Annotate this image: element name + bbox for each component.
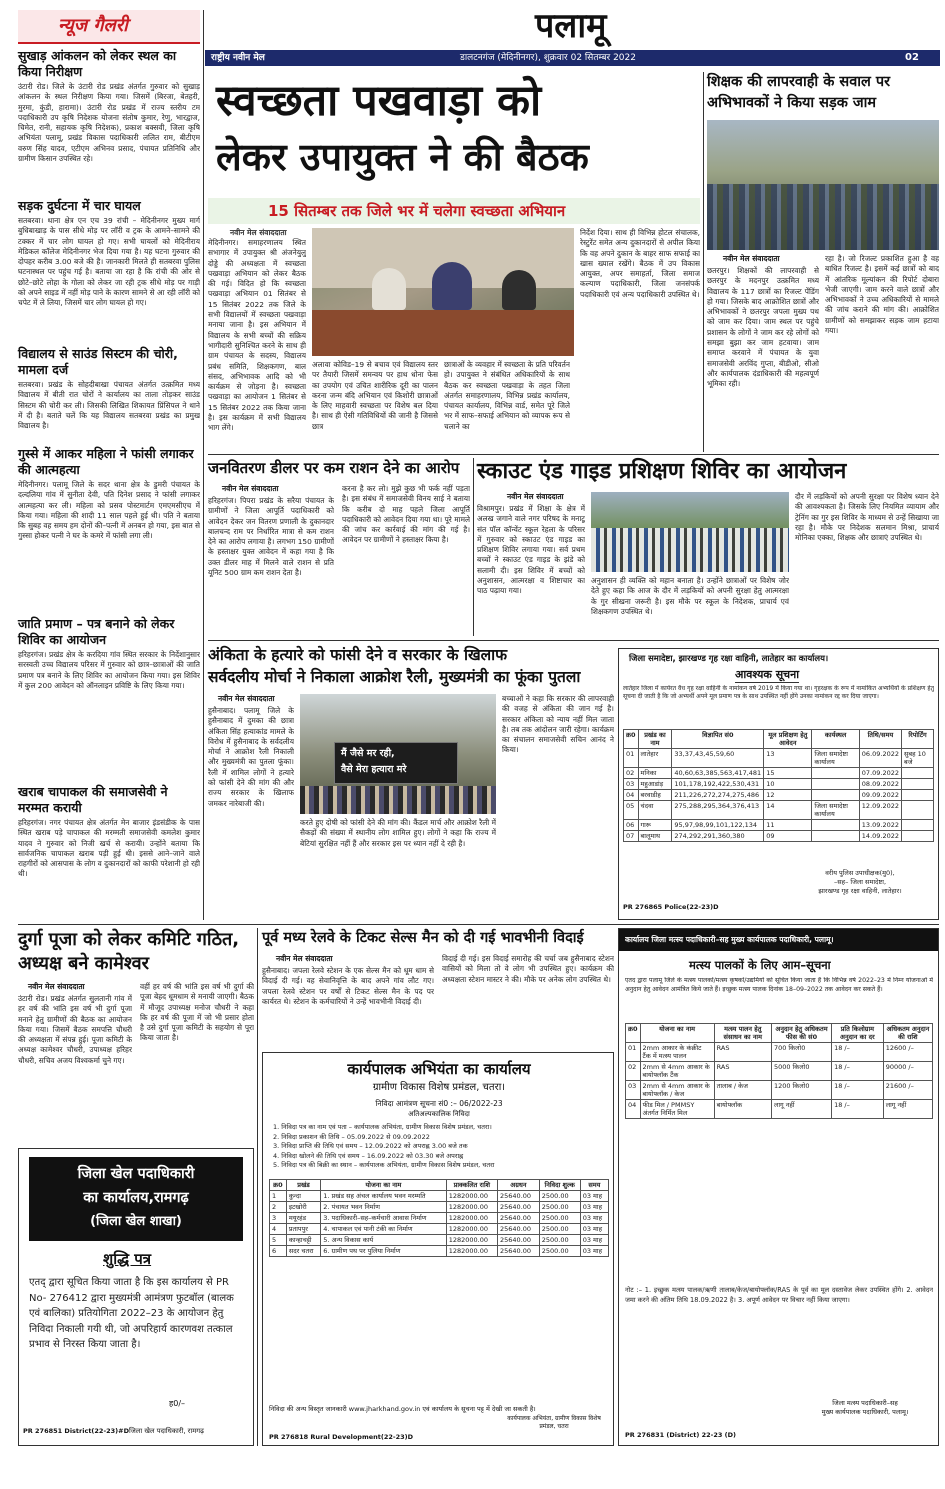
masthead-title: पलामू xyxy=(535,6,607,46)
home-guard-notice xyxy=(618,648,939,920)
tender-header-cell: योजना का नाम xyxy=(321,1180,446,1191)
ration-body-col: हरिहरगंज। पिपरा प्रखंड के सरैया पंचायत के ग्रामीणों ने जिला आपूर्ति पदाधिकारी को आवेदन देकर जन वितरण प्रणाली के दुकानदार बालचन्द राम पर निर्धारित मात्रा से कम राशन देने का आरोप लगाया है। लगभग 150 ग्रामीणों के हस्ताक्षर युक्त आवेदन में कहा गया है कि उक्त डीलर माह में मिलने वाले राशन से प्रति यूनिट 500 ग्राम कम राशन देता है। xyxy=(208,496,334,578)
byline: नवीन मेल संवाददाता xyxy=(28,982,85,991)
column-divider xyxy=(703,72,704,452)
tender-cell: 5 xyxy=(270,1235,287,1246)
home-guard-header-cell: कार्यस्थल xyxy=(812,730,859,749)
tender-cell: 3 xyxy=(270,1213,287,1224)
home-guard-cell: 14.09.2022 xyxy=(859,831,901,842)
ankita-headline: अंकिता के हत्यारे को फांसी देने व सरकार के खिलाफ xyxy=(208,646,508,664)
home-guard-cell: 06 xyxy=(624,820,639,831)
tender-cell: 5. अन्य विकास कार्य xyxy=(321,1235,446,1246)
photo-crowd xyxy=(300,786,496,814)
fisheries-cell: 18 /– xyxy=(832,1100,884,1119)
tender-cell: सदर चतरा xyxy=(286,1246,320,1257)
home-guard-cell: गारू xyxy=(638,820,672,831)
table-row xyxy=(626,1043,933,1062)
ankita-body-col: हुसैनाबाद। पलामू जिले के हुसैनाबाद में दुमका की छात्रा अंकिता सिंह हत्याकांड मामले के विरोध में हुसैनाबाद के सर्वदलीय मोर्चा ने आक्रोश रैली निकाली और मुख्यमंत्री का पुतला फूंका। रैली में शामिल लोगों ने हत्यारे को फांसी देने की मांग की और राज्य सरकार के खिलाफ जमकर नारेबाजी की। xyxy=(208,706,294,808)
tender-line: 3. निविदा प्राप्ति की तिथि एवं समय – 12.09.2022 को अपराह्न 3.00 बजे तक xyxy=(273,1142,468,1151)
table-row xyxy=(270,1191,609,1202)
news-gallery-label: न्यूज गैलरी xyxy=(18,10,200,44)
home-guard-cell xyxy=(812,779,859,790)
tender-cell: 25640.00 xyxy=(498,1191,540,1202)
home-guard-cell: 07.09.2022 xyxy=(859,768,901,779)
fisheries-cell: 21600 /– xyxy=(883,1081,932,1100)
home-guard-cell: 95,97,98,99,101,122,134 xyxy=(672,820,764,831)
fisheries-cell: 12600 /– xyxy=(883,1043,932,1062)
byline: नवीन मेल संवाददाता xyxy=(222,484,279,493)
gallery-item-body: सतबरवा। प्रखंड के सोहदीबाखा पंचायत अंतर्गत उत्क्रमित मध्य विद्यालय में बीती रात चोरों ने कार्यालय का ताला तोड़कर साउंड सिस्टम की चोरी कर ली। जिसकी लिखित शिकायत प्रिंसिपल ने थाने में दी है। बताते चलें कि यह विद्यालय सतबरवा प्रखंड का प्रमुख विद्यालय है। xyxy=(18,380,200,431)
scout-photo xyxy=(591,492,789,572)
home-guard-cell xyxy=(812,768,859,779)
home-guard-cell: 12.09.2022 xyxy=(859,801,901,820)
fisheries-cell: तालाब / केज xyxy=(714,1081,771,1100)
gallery-item-body: मेदिनीनगर। पलामू जिले के सदर थाना क्षेत्र के डुमरी पंचायत के दल्दलिया गांव में सुनीता देवी, पति दिनेश प्रसाद ने फांसी लगाकर आत्महत्या कर ली। महिला को प्रसव पोस्टमार्टम एमएमसीएच में किया गया। महिला की शादी 11 साल पहले हुई थी। पति ने बताया कि सुबह वह समय हम दोनों की–पत्नी में अनबन हो गया, इस बात से गुस्सा होकर पत्नी ने घर के कमरे में फांसी लगा ली। xyxy=(18,480,200,541)
tender-cell: 25640.00 xyxy=(498,1246,540,1257)
sports-sign-title: जिला खेल पदाधिकारी, रामगढ़ xyxy=(129,1427,204,1435)
tender-cell: 25640.00 xyxy=(498,1235,540,1246)
home-guard-cell: 09 xyxy=(764,831,812,842)
tender-type: अतिअल्पकालिक निविदा xyxy=(408,1110,470,1118)
tender-cell: 1282000.00 xyxy=(446,1246,497,1257)
table-row xyxy=(624,820,934,831)
home-guard-header-cell: विज्ञापित सं0 xyxy=(672,730,764,749)
fisheries-cell: RAS xyxy=(714,1062,771,1081)
fisheries-header-cell: अनुदान हेतु अधिकतम फीस की सं0 xyxy=(771,1024,831,1043)
tender-cell: 2500.00 xyxy=(539,1213,580,1224)
home-guard-cell: 05 xyxy=(624,801,639,820)
photo-person xyxy=(372,268,406,310)
photo-person xyxy=(502,270,536,310)
ration-body-col: करना है कर लो। मुझे कुछ भी फर्क नहीं पड़ता है। इस संबंध में समाजसेवी विनय साई ने बताया कि करीब दो माह पहले जिला आपूर्ति पदाधिकारी को आवेदन दिया गया था। पूरे मामले की जांच कर कार्रवाई की मांग की गई है। आवेदन पर ग्रामीणों ने हस्ताक्षर किया है। xyxy=(342,484,470,545)
pr-number: PR 276851 District(22-23)#D xyxy=(23,1427,129,1435)
home-guard-cell: 01 xyxy=(624,749,639,768)
tender-cell: 2500.00 xyxy=(539,1246,580,1257)
durga-story xyxy=(18,928,254,1142)
byline: नवीन मेल संवाददाता xyxy=(723,254,780,263)
tender-cell: प्रतापपुर xyxy=(286,1224,320,1235)
railway-story xyxy=(262,928,614,1048)
pr-number: PR 276865 Police(22-23)D xyxy=(623,903,719,911)
ankita-body-col: बच्चाओं ने कहा कि सरकार की लापरवाही की वजह से अंकिता की जान गई है। सरकार अंकिता को न्याय नहीं मिल जाता है। तब तक आंदोलन जारी रहेगा। कार्यक्रम का संचालन समाजसेवी सचिन आनंद ने किया। xyxy=(502,694,614,755)
fisheries-cell: 02 xyxy=(626,1062,641,1081)
byline: नवीन मेल संवाददाता xyxy=(507,492,564,501)
home-guard-cell: बालूमाथ xyxy=(638,831,672,842)
tender-cell: 25640.00 xyxy=(498,1224,540,1235)
tender-footer: निविदा की अन्य विस्तृत जानकारी www.jharkhand.gov.in एवं कार्यालय के सूचना पट्ट में देखी जा सकती है। xyxy=(269,1405,536,1413)
fisheries-cell: लागू नहीं xyxy=(883,1100,932,1119)
sports-notice-header: जिला खेल पदाधिकारी का कार्यालय,रामगढ़ (जिला खेल शाखा) xyxy=(29,1157,243,1241)
fisheries-title: मत्स्य पालकों के लिए आम–सूचना xyxy=(689,958,831,972)
home-guard-cell xyxy=(902,779,934,790)
home-guard-cell: महुआडांड़ xyxy=(638,779,672,790)
fisheries-cell: 18 /– xyxy=(832,1043,884,1062)
section-divider xyxy=(208,640,939,641)
railway-body-col: विदाई दी गई। इस विदाई समारोह की चर्चा जब हुसैनाबाद स्टेशन वासियों को मिला तो वे लोग भी उपस्थित हुए। कार्यक्रम की अध्यक्षता स्टेशन मास्टर ने की। मौके पर अनेक लोग उपस्थित थे। xyxy=(442,954,614,984)
table-row xyxy=(626,1081,933,1100)
scout-story xyxy=(477,458,939,636)
gallery-item-headline: जाति प्रमाण – पत्र बनाने को लेकर शिविर का आयोजन xyxy=(18,616,175,647)
home-guard-cell: 15 xyxy=(764,768,812,779)
home-guard-cell: 11 xyxy=(764,820,812,831)
home-guard-cell: 13 xyxy=(764,749,812,768)
table-row xyxy=(626,1100,933,1119)
home-guard-table xyxy=(623,729,934,842)
table-row xyxy=(624,768,934,779)
fisheries-sign: जिला मत्स्य पदाधिकारी–सह मुख्य कार्यपालक पदाधिकारी, पलामू। xyxy=(821,1399,909,1416)
fisheries-intro: एतद द्वारा पलामू जिले के मत्स्य पालकों/मत्स्य कृषकों/उद्यमियों को सूचित किया जाता है कि विभिन्न वर्ष 2022–23 में निम्न योजनाओं में अनुदान हेतु आवेदन आमंत्रित किये जाते हैं। इच्छुक मत्स्य पालक दिनांक 18–09–2022 तक आवेदन कर सकते हैं। xyxy=(625,977,933,993)
home-guard-cell: चंदवा xyxy=(638,801,672,820)
tender-line: 1. निविदा पत्र का नाम एवं पता – कार्यपालक अभियंता, ग्रामीण विकास विशेष प्रमंडल, चतरा। xyxy=(273,1123,492,1131)
tender-cell: 03 माह xyxy=(580,1191,608,1202)
scout-body-col: विश्रामपुर। प्रखंड में शिक्षा के क्षेत्र में अलख जगाने वाले नगर परिषद के मनाटू संत पॉल कॉन्वेंट स्कूल रेहला के परिसर में गुरुवार को स्काउट एंड गाइड का प्रशिक्षण शिविर लगाया गया। सर्व प्रथम बच्चों ने स्काउट एंड गाइड के झंडे को सलामी दी। इस शिविर में बच्चों को अनुशासन, आत्मरक्षा व शिष्टाचार का पाठ पढ़ाया गया। xyxy=(477,504,585,596)
tender-cell: 03 माह xyxy=(580,1202,608,1213)
home-guard-header-cell: मूल प्रशिक्षण हेतु आवेदन xyxy=(764,730,812,749)
scout-body-col: अनुशासन ही व्यक्ति को महान बनाता है। उन्होंने छात्राओं पर विशेष जोर देते हुए कहा कि आज के दौर में लड़कियों को अपनी सुरक्षा हेतु आत्मरक्षा के गुर सीखना जरूरी है। इस मौके पर स्कूल के निदेशक, प्राचार्य एवं शिक्षकगण उपस्थित थे। xyxy=(591,576,789,616)
tender-notice xyxy=(262,1052,614,1446)
photo-person xyxy=(432,262,472,310)
pr-number: PR 276818 Rural Development(22-23)D xyxy=(269,1433,413,1441)
tender-cell: 1282000.00 xyxy=(446,1235,497,1246)
tender-header-cell: निविदा शुल्क xyxy=(539,1180,580,1191)
fisheries-header-cell: योजना का नाम xyxy=(640,1024,714,1043)
tender-cell: 2. पंचायत भवन निर्माण xyxy=(321,1202,446,1213)
notice-table xyxy=(623,729,934,842)
column-divider xyxy=(473,458,474,636)
sports-sign: ह0/– xyxy=(169,1399,186,1408)
tender-title: कार्यपालक अभियंता का कार्यालय xyxy=(347,1060,531,1078)
ration-story xyxy=(208,458,470,636)
home-guard-cell xyxy=(902,768,934,779)
tender-cell: 2500.00 xyxy=(539,1202,580,1213)
home-guard-cell xyxy=(812,831,859,842)
table-row xyxy=(624,831,934,842)
gallery-item-headline: सुखाड़ आंकलन को लेकर स्थल का किया निरीक्षण xyxy=(18,48,177,79)
gallery-item-headline: गुस्से में आकर महिला ने फांसी लगाकर की आत्महत्या xyxy=(18,446,194,477)
gallery-item-body: हरिहरगंज। नगर पंचायत क्षेत्र अंतर्गत मेन बाजार इंडसंडीक के पास स्थित खराब पड़े चापाकल की मरम्मती समाजसेवी कमलेश कुमार यादव ने गुरुवार को निजी खर्च से करायी। उन्होंने बताया कि सार्वजनिक चापाकल खराब पड़ी हुई थी। इससे आने–जाने वाले राहगीरों को आसपास के लोग व दुकानदारों को काफी परेशानी हो रही थी। xyxy=(18,818,200,879)
ankita-story xyxy=(208,644,614,920)
tender-cell: 4. चापाकल एवं पानी टंकी का निर्माण xyxy=(321,1224,446,1235)
column-divider xyxy=(203,10,204,920)
tender-number: निविदा आमंत्रण सूचना सं0 :– 06/2022-23 xyxy=(375,1099,503,1108)
corrigendum-title: शुद्धि पत्र xyxy=(103,1250,152,1268)
tender-cell: 2500.00 xyxy=(539,1235,580,1246)
fisheries-cell: 2mm आकार के कंक्रीट टैंक में मत्स्य पालन xyxy=(640,1043,714,1062)
fisheries-header-band: कार्यालय जिला मत्स्य पदाधिकारी–सह मुख्य कार्यपालक पदाधिकारी, पलामू। xyxy=(619,929,938,951)
fisheries-notice xyxy=(618,928,939,1446)
scout-body-col: दौर में लड़कियों को अपनी सुरक्षा पर विशेष ध्यान देने की आवश्यकता है। जिसके लिए नियमित व्यायाम और ट्रेनिंग का गुर इस शिविर के माध्यम से उन्हें सिखाया जा रहा है। मौके पर निदेशक सलमान मिश्रा, प्राचार्य मोनिका एक्का, शिक्षक और छात्राएं उपस्थित थे। xyxy=(795,492,939,543)
fisheries-cell: 700 किलो0 xyxy=(771,1043,831,1062)
fisheries-cell: 1200 किलो0 xyxy=(771,1081,831,1100)
photo-crowd xyxy=(707,184,939,250)
gallery-item-body: उंटारी रोड। जिले के उंटारी रोड प्रखंड अंतर्गत गुरुवार को सुखाड़ आंकलन के स्थल निरीक्षण किया गया। जिसमें (बिरजा, बेतहरी, मुरमा, कुंडी, हारामा)। उंटारी रोड प्रखंड में राज्य स्तरीय टम पदाधिकारी उप कृषि निदेशक योजना संतोष कुमार, रेणु, भारद्वाज, चिमेत, रानी, सहायक कृषि निदेशक), प्रकाश बक्सवी, जिला कृषि अभियंता पलामू, प्रखंड विकास पदाधिकारी ललित राम, बीटीएम वरुण सिंह यादव, एटीएम अभिनव प्रसाद, पंचायत प्रतिनिधि और ग्रामीण किसान उपस्थित रहे। xyxy=(18,82,200,164)
home-guard-cell: 12 xyxy=(764,790,812,801)
home-guard-cell: 08.09.2022 xyxy=(859,779,901,790)
table-row xyxy=(270,1246,609,1257)
tender-cell: 2500.00 xyxy=(539,1191,580,1202)
tender-cell: 03 माह xyxy=(580,1224,608,1235)
gallery-item-headline: सड़क दुर्घटना में चार घायल xyxy=(18,198,141,213)
fisheries-cell: 2mm से 4mm आकार के बायोफ्लॉक / केज xyxy=(640,1081,714,1100)
tender-cell: मयूरहंड xyxy=(286,1213,320,1224)
paper-name: राष्ट्रीय नवीन मेल xyxy=(211,53,265,63)
page-number: 02 xyxy=(905,52,919,63)
home-guard-cell: 09.09.2022 xyxy=(859,790,901,801)
gallery-item-headline: खराब चापाकल की समाजसेवी ने मरम्मत करायी xyxy=(18,784,168,815)
corrigendum-body: एतद् द्वारा सूचित किया जाता है कि इस कार्यालय से PR No- 276412 द्वारा मुख्यमंत्री आमंत्रण फुटबॉल (बालक एवं बालिका) प्रतियोगिता 2022–23 के आयोजन हेतु निविदा निकाली गयी थी, जो अपरिहार्य कारणवश तत्काल प्रभाव से निरस्त किया जाता है। xyxy=(29,1277,234,1351)
tender-line: 4. निविदा खोलने की तिथि एवं समय – 16.09.2022 को 03.30 बजे अपराह्न xyxy=(273,1151,464,1160)
home-guard-cell: बरवाडीह xyxy=(638,790,672,801)
lead-headline: स्वच्छता पखवाड़ा को xyxy=(216,76,542,126)
home-guard-cell: 07 xyxy=(624,831,639,842)
byline: नवीन मेल संवाददाता xyxy=(218,694,275,703)
fisheries-cell: 2mm से 4mm आकार के बायोफ्लॉक टैंक xyxy=(640,1062,714,1081)
notice-title: आवश्यक सूचना xyxy=(735,668,800,681)
home-guard-header-cell: प्रखंड का नाम xyxy=(638,730,672,749)
table-row xyxy=(624,749,934,768)
fisheries-cell: बायोफ्लॉक xyxy=(714,1100,771,1119)
lead-body-col: छात्राओं के व्यवहार में स्वच्छता के प्रति परिवर्तन हो। उपायुक्त ने संबंधित अधिकारियों के साथ बैठक कर स्वच्छता पखवाड़ा के तहत जिला अंतर्गत समाहरणालय, विभिन्न प्रखंड कार्यालय, पंचायत कार्यालय, विभिन्न वार्ड, समेत पूरे जिले भर में साफ–सफाई अभियान को व्यापक रूप से चलाने का xyxy=(444,360,570,431)
dateline: डालटनगंज (मेदिनीनगर), शुक्रवार 02 सितम्बर 2022 xyxy=(460,53,636,63)
home-guard-cell: 02 xyxy=(624,768,639,779)
home-guard-cell: सुबह 10 बजे xyxy=(902,749,934,768)
tender-lines xyxy=(273,1123,605,1171)
home-guard-cell: 04 xyxy=(624,790,639,801)
table-row xyxy=(270,1235,609,1246)
tender-cell: कान्हाचट्टी xyxy=(286,1235,320,1246)
rally-photo xyxy=(300,694,496,814)
tender-cell: 2500.00 xyxy=(539,1224,580,1235)
home-guard-cell: 06.09.2022 xyxy=(859,749,901,768)
home-guard-header-cell: रिपोर्टिंग xyxy=(902,730,934,749)
table-row xyxy=(626,1062,933,1081)
tender-cell: 1282000.00 xyxy=(446,1191,497,1202)
photo-students xyxy=(591,528,789,572)
tender-cell: 25640.00 xyxy=(498,1202,540,1213)
tender-subtitle: ग्रामीण विकास विशेष प्रमंडल, चतरा। xyxy=(372,1082,506,1093)
protest-photo xyxy=(707,120,939,250)
sports-notice xyxy=(18,1148,254,1446)
home-guard-cell: 275,288,295,364,376,413 xyxy=(672,801,764,820)
home-guard-cell: 14 xyxy=(764,801,812,820)
ankita-body-col: करते हुए दोषी को फांसी देने की मांग की। कैंडल मार्च और आक्रोश रैली में सैकड़ों की संख्या में स्थानीय लोग शामिल हुए। लोगों ने कहा कि राज्य में बेटियां सुरक्षित नहीं हैं और सरकार इस पर ध्यान नहीं दे रही है। xyxy=(300,818,496,848)
home-guard-cell: 10 xyxy=(764,779,812,790)
home-guard-cell: 274,292,291,360,380 xyxy=(672,831,764,842)
fisheries-cell: 18 /– xyxy=(832,1062,884,1081)
tender-cell: 1 xyxy=(270,1191,287,1202)
durga-body-col: वहीं हर वर्ष की भांति इस वर्ष भी दुर्गा की पूजा बेहद धूमधाम से मनायी जाएगी। बैठक में मौजूद उपाध्यक्ष मनोज चौधरी ने कहा कि हर वर्ष की पूजा में जो भी प्रसार होता है उसे दुर्गा पूजा कमिटी के सहयोग से पूरा किया जाता है। xyxy=(140,982,254,1043)
home-guard-cell: 40,60,63,385,563,417,481 xyxy=(672,768,764,779)
news-gallery xyxy=(18,10,200,920)
section-divider xyxy=(208,454,939,455)
table-row xyxy=(270,1202,609,1213)
home-guard-cell: 03 xyxy=(624,779,639,790)
rally-banner: मैं जैसे मर रही, वैसे मेरा हत्यारा मरे xyxy=(334,742,458,784)
railway-headline: पूर्व मध्य रेलवे के टिकट सेल्स मैन को दी गई भावभीनी विदाई xyxy=(262,930,584,946)
fisheries-header-cell: क्र0 xyxy=(626,1024,641,1043)
tender-header-cell: प्राक्कलित राशि xyxy=(446,1180,497,1191)
notice-header: जिला समादेष्टा, झारखण्ड गृह रक्षा वाहिनी, लातेहार का कार्यालय। xyxy=(629,653,829,663)
tender-cell: 3. पदाधिकारी–सह–कर्मचारी आवास निर्माण xyxy=(321,1213,446,1224)
home-guard-cell xyxy=(812,820,859,831)
fisheries-header-cell: मत्स्य पालन हेतु संसाधन का नाम xyxy=(714,1024,771,1043)
tender-line: 2. निविदा प्रकाशन की तिथि – 05.09.2022 से 09.09.2022 xyxy=(273,1132,430,1141)
home-guard-cell: जिला समादेष्टा कार्यालय xyxy=(812,801,859,820)
tender-sign: कार्यपालक अभियंता, ग्रामीण विकास विशेष प्रमंडल, चतरा xyxy=(507,1415,601,1430)
gallery-item-body: सतबरवा। थाना क्षेत्र एन एच 39 रांची – मेदिनीनगर मुख्य मार्ग बुधिबाखाड़ के पास सीधे मोड़ पर लॉरी व ट्रक के आमने–सामने की टक्कर में चार लोग घायल हो गए। सभी घायलों को मेदिनीराय मेडिकल कॉलेज मेदिनीनगर भेज दिया गया है। यह घटना गुरुवार की दोपहर करीब 3.00 बजे की है। जानकारी मिलते ही सतबरवा पुलिस घटनास्थल पर पहुंच गई है। बताया जा रहा है कि रांची की ओर से छोटे–छोटे लोहा के गोला को लेकर जा रही ट्रक सीधे मोड़ पर गाड़ी को अपने साइड में नहीं मोड़ पाने के कारण सामने से आ रही लॉरी को चपेट में ले लिया, जिसमें चार लोग घायल हो गए। xyxy=(18,216,200,308)
fisheries-header-cell: अधिकतम अनुदान की राशि xyxy=(883,1024,932,1043)
lead-body-col: मेदिनीनगर। समाहरणालय स्थित सभागार में उपायुक्त श्री अंजनेयुलु दोड्डे की अध्यक्षता में स्वच्छता पखवाड़ा अभियान को लेकर बैठक की गई। विदित हो कि स्वच्छता पखवाड़ा अभियान 01 सितंबर से 15 सितंबर 2022 तक जिले के सभी विद्यालयों में स्वच्छता पखवाड़ा मनाया जाना है। इस अभियान में विद्यालय के सभी बच्चों की सक्रिय भागीदारी सुनिश्चित करने के साथ ही ग्राम पंचायत के सदस्य, विद्यालय प्रबंध समिति, शिक्षकगण, बाल संसद, अभिभावक आदि को भी कार्यक्रम से जोड़ना है। स्वच्छता पखवाड़ा का आयोजन 1 सितंबर से 15 सितंबर 2022 तक किया जाना है। इस कार्यक्रम में सभी विद्यालय भाग लेंगे। xyxy=(208,238,306,433)
tender-table xyxy=(269,1179,609,1257)
byline: नवीन मेल संवाददाता xyxy=(276,954,333,963)
road-jam-body-col: रहा है। जो रिजल्ट प्रकाशित हुआ है वह बाधित रिजल्ट है। इसमें कई छात्रों को बाद में आंतरिक मूल्यांकन की रिपोर्ट दोबारा भेजी जाएगी। जाम करने वाले छात्रों और अभिभावकों ने उच्च अधिकारियों से मामले की जांच कराने की मांग की। आक्रोशित ग्रामीणों को समझाकर सड़क जाम हटाया गया। xyxy=(825,254,939,336)
fisheries-header-cell: प्रति किलोग्राम अनुदान का दर xyxy=(832,1024,884,1043)
fisheries-cell: 03 xyxy=(626,1081,641,1100)
section-divider xyxy=(18,924,939,925)
fisheries-cell: फीड मिल / PMMSY अंतर्गत निर्मित मिल xyxy=(640,1100,714,1119)
tender-cell: 1282000.00 xyxy=(446,1202,497,1213)
tender-header-cell: अग्रधन xyxy=(498,1180,540,1191)
tender-cell: 4 xyxy=(270,1224,287,1235)
pr-number: PR 276831 (District) 22-23 (D) xyxy=(625,1431,737,1439)
tender-cell: 03 माह xyxy=(580,1235,608,1246)
road-jam-body-col: छतरपुर। शिक्षकों की लापरवाही से छतरपुर के मदनपुर उत्क्रमित मध्य विद्यालय के 117 छात्रों का रिजल्ट पेंडिंग हो गया। जिसके बाद आक्रोशित छात्रों और अभिभावकों ने छतरपुर जपला मुख्य पथ को जाम कर दिया। जाम स्थल पर पहुंचे प्रशासन के लोगों ने जाम कर रहे लोगों को समझा बुझा कर जाम हटवाया। जाम समाप्त करवाने में पंचायत के युवा समाजसेवी अरविंद गुप्ता, बीडीओ, सीओ और कार्यपालक दंडाधिकारी की महत्वपूर्ण भूमिका रही। xyxy=(707,266,819,389)
tender-cell: 03 माह xyxy=(580,1213,608,1224)
masthead xyxy=(205,6,940,68)
notice-intro: लातेहार जिला में कार्यरत वैध गृह रक्षा वाहिनी के नामांकन वर्ष 2019 में किया गया था। गृहरक्षक के रूप में नामांकित अभ्यर्थियों के प्रशिक्षण हेतु सूचना दी जाती है कि जो अभ्यर्थी अपने मूल प्रमाण पत्र के साथ उपस्थित नहीं होंगे उनका नामांकन रद्द कर दिया जाएगा। xyxy=(623,685,934,701)
home-guard-header-cell: तिथि/समय xyxy=(859,730,901,749)
scout-headline: स्काउट एंड गाइड प्रशिक्षण शिविर का आयोजन xyxy=(477,459,847,484)
table-row xyxy=(270,1213,609,1224)
tender-cell: 6. ग्रामीण पथ पर पुलिया निर्माण xyxy=(321,1246,446,1257)
home-guard-cell xyxy=(902,820,934,831)
tender-cell: 1282000.00 xyxy=(446,1213,497,1224)
fisheries-table xyxy=(625,1023,933,1119)
tender-cell: कुन्दा xyxy=(286,1191,320,1202)
tender-cell: 03 माह xyxy=(580,1246,608,1257)
notice-sign: वरीय पुलिस उपाधीक्षक(मु0), –सह– जिला समादेष्टा, झारखण्ड गृह रक्षा वाहिनी, लातेहार। xyxy=(818,869,902,895)
home-guard-cell: 13.09.2022 xyxy=(859,820,901,831)
durga-headline: दुर्गा पूजा को लेकर कमिटि गठित, अध्यक्ष बने कामेश्वर xyxy=(18,929,240,974)
fisheries-cell: 18 /– xyxy=(832,1081,884,1100)
lead-body-col: निर्देश दिया। साथ ही विभिन्न होटल संचालक, रेस्टुरेंट समेत अन्य दुकानदारों से अपील किया कि वह अपने दुकान के बाहर साफ सफाई का खास ख्याल रखेंगे। बैठक में उप विकास आयुक्त, अपर समाहर्ता, जिला समाज कल्याण पदाधिकारी, जिला जनसंपर्क पदाधिकारी एवं अन्य पदाधिकारी उपस्थित थे। xyxy=(580,228,700,299)
fisheries-cell: 5000 किलो0 xyxy=(771,1062,831,1081)
home-guard-cell: 33,37,43,45,59,60 xyxy=(672,749,764,768)
lead-story xyxy=(208,72,700,450)
home-guard-cell: 101,178,192,422,530,431 xyxy=(672,779,764,790)
table-row xyxy=(624,790,934,801)
home-guard-cell xyxy=(902,801,934,820)
tender-cell: 25640.00 xyxy=(498,1213,540,1224)
home-guard-cell xyxy=(902,790,934,801)
table-row xyxy=(270,1224,609,1235)
ankita-headline: सर्वदलीय मोर्चा ने निकाला आक्रोश रैली, मुख्यमंत्री का फूंका पुतला xyxy=(208,668,581,686)
fisheries-cell: 90000 /– xyxy=(883,1062,932,1081)
tender-cell: 6 xyxy=(270,1246,287,1257)
fisheries-cell: RAS xyxy=(714,1043,771,1062)
column-divider xyxy=(257,928,258,1446)
gallery-item-headline: विद्यालय से साउंड सिस्टम की चोरी, मामला दर्ज xyxy=(18,346,178,377)
tender-cell: 1. प्रखंड सह अंचल कार्यालय भवन मरम्मति xyxy=(321,1191,446,1202)
meeting-photo xyxy=(312,228,574,356)
home-guard-cell: लातेहार xyxy=(638,749,672,768)
lead-body-col: अलावा कोविड–19 से बचाव एवं विद्यालय स्तर पर तैयारी जिसमें समन्वय पर हाथ धोना फेस का उपयोग एवं उचित शारीरिक दूरी का पालन करना जन्म बंदि अभियान एवं किशोरी छात्राओं के लिए माहवारी स्वच्छता पर विशेष बल दिया है। साथ ही ऐसी गतिविधियों की जानी है जिससे छात्र xyxy=(312,360,438,431)
tender-header-cell: क्र0 xyxy=(270,1180,287,1191)
fisheries-cell: 04 xyxy=(626,1100,641,1119)
railway-body-col: हुसैनाबाद। जपला रेलवे स्टेशन के एक सेल्स मैन को धूम धाम से विदाई दी गई। वह सेवानिवृत्ति के बाद अपने गांव लौट गए। जपला रेलवे स्टेशन पर वर्षों से टिकट सेल्स मैन के पद पर कार्यरत थे। स्टेशन के कर्मचारियों ने उन्हें भावभीनी विदाई दी। xyxy=(262,966,434,1006)
byline: नवीन मेल संवाददाता xyxy=(230,228,287,237)
tender-cell: 2 xyxy=(270,1202,287,1213)
fisheries-cell: 01 xyxy=(626,1043,641,1062)
fisheries-table-wrap xyxy=(625,1023,933,1119)
photo-table xyxy=(312,310,574,356)
home-guard-header-cell: क्र0 xyxy=(624,730,639,749)
fisheries-cell: लागू नहीं xyxy=(771,1100,831,1119)
table-row xyxy=(624,801,934,820)
lead-deck: 15 सितम्बर तक जिले भर में चलेगा स्वच्छता अभियान xyxy=(208,198,700,224)
tender-line: 5. निविदा पत्र की बिक्री का स्थान – कार्यपालक अभियंता, ग्रामीण विकास विशेष प्रमंडल, चतरा xyxy=(273,1161,495,1170)
tender-header-cell: समय xyxy=(580,1180,608,1191)
fisheries-notes: नोट :– 1. इच्छुक मत्स्य पालक/ऋणी तालाब/केज/बायोफ्लॉक/RAS के पूर्व का मूल दस्तावेज लेकर उपस्थित होंगे। 2. आवेदन जमा करने की अंतिम तिथि 18.09.2022 है। 3. अपूर्ण आवेदन पर विचार नहीं किया जाएगा। xyxy=(625,1286,933,1304)
durga-body-col: उंटारी रोड। प्रखंड अंतर्गत सुलतानी गांव में हर वर्ष की भांति इस वर्ष भी दुर्गा पूजा मनाने हेतु ग्रामीणों की बैठक का आयोजन किया गया। जिसमें बैठक समपत्ति चौधरी की अध्यक्षता में संपन्न हुई। पूजा कमिटी के अध्यक्ष कामेश्वर चौधरी, उपाध्यक्ष हरिहर चौधरी, सचिव अजय विश्वकर्मा चुने गए। xyxy=(18,994,132,1065)
tender-cell: इटखोरी xyxy=(286,1202,320,1213)
road-jam-story xyxy=(707,72,939,452)
lead-headline: लेकर उपायुक्त ने की बैठक xyxy=(216,135,589,179)
home-guard-cell xyxy=(902,831,934,842)
home-guard-cell: मनिका xyxy=(638,768,672,779)
road-jam-headline: शिक्षक की लापरवाही के सवाल पर अभिभावकों ने किया सड़क जाम xyxy=(707,74,891,111)
tender-cell: 1282000.00 xyxy=(446,1224,497,1235)
gallery-item-body: हरिहरगंज। प्रखंड क्षेत्र के करदिया गांव स्थित सरकार के निर्देशानुसार सरस्वती उच्च विद्यालय परिसर में गुरुवार को छात्र–छात्राओं की जाति प्रमाण पत्र बनाने के लिए शिविर का आयोजन किया गया। इस शिविर में कुल 200 आवेदन को ऑनलाइन प्रविष्टि के लिए किया गया। xyxy=(18,650,200,690)
home-guard-cell: 211,226,272,274,275,486 xyxy=(672,790,764,801)
tender-table-wrap xyxy=(269,1179,609,1257)
tender-header-cell: प्रखंड xyxy=(286,1180,320,1191)
home-guard-cell xyxy=(812,790,859,801)
ration-headline: जनवितरण डीलर पर कम राशन देने का आरोप xyxy=(208,459,460,477)
table-row xyxy=(624,779,934,790)
home-guard-cell: जिला समादेष्टा कार्यालय xyxy=(812,749,859,768)
